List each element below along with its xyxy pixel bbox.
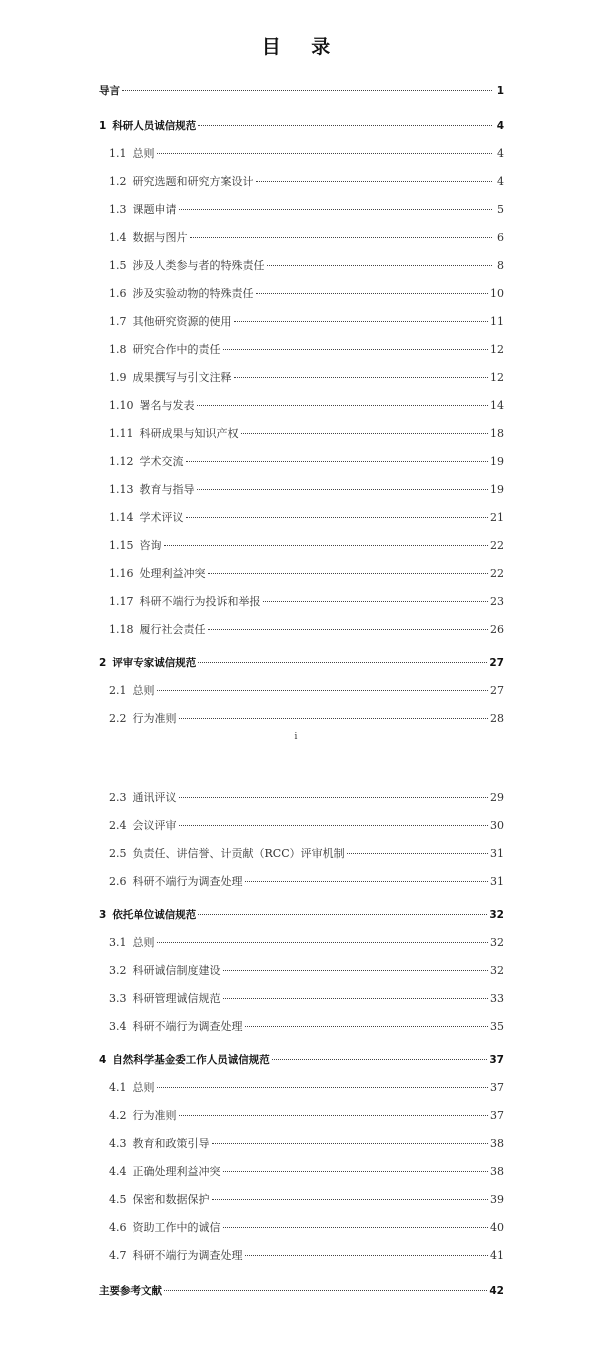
toc-entry-number: 2.5	[109, 847, 127, 860]
toc-entry-page: 22	[490, 567, 504, 580]
toc-entry[interactable]	[109, 1221, 504, 1235]
toc-entry-label: 总则	[132, 1081, 155, 1094]
toc-entry[interactable]	[109, 1249, 504, 1263]
toc-entry-page: 1	[496, 85, 504, 97]
toc-entry-page: 27	[490, 684, 504, 697]
toc-entry-number: 2.2	[109, 712, 127, 725]
toc-entry-number: 4.6	[109, 1221, 127, 1234]
toc-dot-leader	[267, 265, 493, 266]
toc-entry-number: 4.5	[109, 1193, 127, 1206]
toc-dot-leader	[179, 797, 489, 798]
toc-entry-page: 31	[490, 875, 504, 888]
toc-entry[interactable]	[109, 1193, 504, 1207]
toc-entry-label: 咨询	[139, 539, 162, 552]
toc-entry[interactable]	[109, 1020, 504, 1034]
toc-entry[interactable]	[109, 371, 504, 385]
toc-entry-label: 导言	[99, 85, 120, 97]
toc-dot-leader	[263, 601, 489, 602]
toc-entry-number: 2.3	[109, 791, 127, 804]
toc-entry-label: 数据与图片	[132, 231, 188, 244]
toc-entry-number: 2.6	[109, 875, 127, 888]
toc-entry-page: 10	[490, 287, 504, 300]
toc-entry[interactable]	[109, 315, 504, 329]
toc-entry-number: 3.2	[109, 964, 127, 977]
toc-entry[interactable]	[109, 539, 504, 553]
toc-entry-label: 研究合作中的责任	[132, 343, 221, 356]
toc-entry-label: 依托单位诚信规范	[112, 909, 197, 921]
toc-entry-page: 26	[490, 623, 504, 636]
toc-entry-page: 30	[490, 819, 504, 832]
toc-entry[interactable]	[99, 908, 504, 922]
toc-entry-page: 32	[490, 964, 504, 977]
toc-entry[interactable]	[109, 712, 504, 726]
toc-entry[interactable]	[109, 231, 504, 245]
toc-entry-number: 4.2	[109, 1109, 127, 1122]
toc-entry-number: 1.16	[109, 567, 134, 580]
toc-dot-leader	[198, 914, 487, 915]
toc-dot-leader	[122, 90, 492, 91]
toc-entry-page: 6	[497, 231, 504, 244]
toc-entry-number: 4	[99, 1054, 107, 1066]
toc-entry-number: 3	[99, 909, 107, 921]
toc-entry[interactable]	[99, 1284, 504, 1298]
toc-dot-leader	[212, 1143, 489, 1144]
toc-entry[interactable]	[109, 147, 504, 161]
toc-dot-leader	[157, 1087, 489, 1088]
toc-entry-label: 正确处理利益冲突	[132, 1165, 221, 1178]
toc-dot-leader	[245, 1026, 489, 1027]
toc-entry-number: 1.12	[109, 455, 134, 468]
toc-entry-number: 1.11	[109, 427, 134, 440]
toc-entry-page: 18	[490, 427, 504, 440]
toc-dot-leader	[223, 1227, 489, 1228]
toc-dot-leader	[223, 970, 489, 971]
toc-entry-page: 32	[489, 909, 504, 921]
toc-dot-leader	[179, 1115, 489, 1116]
toc-entry-page: 4	[497, 147, 504, 160]
toc-entry[interactable]	[109, 203, 504, 217]
toc-entry-label: 资助工作中的诚信	[132, 1221, 221, 1234]
toc-entry-page: 4	[496, 120, 504, 132]
toc-entry[interactable]	[109, 455, 504, 469]
toc-entry-number: 2.4	[109, 819, 127, 832]
toc-entry[interactable]	[109, 1137, 504, 1151]
toc-entry-number: 1.2	[109, 175, 127, 188]
toc-entry-page: 23	[490, 595, 504, 608]
toc-dot-leader	[245, 1255, 489, 1256]
toc-entry-number: 4.4	[109, 1165, 127, 1178]
toc-entry-label: 总则	[132, 936, 155, 949]
toc-entry[interactable]	[99, 1053, 504, 1067]
toc-entry-label: 涉及人类参与者的特殊责任	[132, 259, 265, 272]
toc-entry-page: 40	[490, 1221, 504, 1234]
toc-entry-page: 8	[497, 259, 504, 272]
toc-entry[interactable]	[109, 259, 504, 273]
toc-entry[interactable]	[109, 567, 504, 581]
toc-entry-number: 1.17	[109, 595, 134, 608]
toc-dot-leader	[241, 433, 489, 434]
toc-entry-number: 2	[99, 657, 107, 669]
toc-entry-label: 涉及实验动物的特殊责任	[132, 287, 254, 300]
toc-entry-label: 科研不端行为投诉和举报	[139, 595, 261, 608]
toc-entry[interactable]	[99, 656, 504, 670]
toc-dot-leader	[157, 153, 493, 154]
toc-entry-label: 学术交流	[139, 455, 184, 468]
toc-entry-number: 1.1	[109, 147, 127, 160]
toc-entry[interactable]	[109, 964, 504, 978]
toc-entry-number: 4.1	[109, 1081, 127, 1094]
toc-entry-number: 1.5	[109, 259, 127, 272]
toc-dot-leader	[179, 209, 493, 210]
toc-dot-leader	[157, 690, 489, 691]
toc-entry-label: 科研诚信制度建设	[132, 964, 221, 977]
toc-entry-number: 2.1	[109, 684, 127, 697]
toc-entry[interactable]	[109, 875, 504, 889]
toc-entry-label: 总则	[132, 147, 155, 160]
toc-entry[interactable]	[109, 175, 504, 189]
toc-entry-label: 保密和数据保护	[132, 1193, 210, 1206]
toc-dot-leader	[186, 461, 489, 462]
toc-entry-label: 成果撰写与引文注释	[132, 371, 232, 384]
toc-entry-number: 1.6	[109, 287, 127, 300]
toc-entry-page: 42	[489, 1285, 504, 1297]
toc-entry-number: 1.4	[109, 231, 127, 244]
toc-entry-page: 38	[490, 1165, 504, 1178]
toc-dot-leader	[234, 377, 489, 378]
toc-dot-leader	[179, 718, 489, 719]
toc-entry-page: 33	[490, 992, 504, 1005]
toc-entry-page: 32	[490, 936, 504, 949]
toc-dot-leader	[234, 321, 489, 322]
toc-entry[interactable]	[109, 511, 504, 525]
toc-entry-page: 11	[490, 315, 504, 328]
toc-entry-label: 其他研究资源的使用	[132, 315, 232, 328]
toc-dot-leader	[256, 293, 489, 294]
toc-entry-label: 研究选题和研究方案设计	[132, 175, 254, 188]
toc-entry-label: 主要参考文献	[99, 1285, 162, 1297]
toc-entry-page: 22	[490, 539, 504, 552]
toc-entry-label: 处理利益冲突	[139, 567, 206, 580]
toc-entry-label: 科研不端行为调查处理	[132, 1020, 243, 1033]
toc-entry[interactable]	[109, 343, 504, 357]
toc-entry-label: 科研管理诚信规范	[132, 992, 221, 1005]
toc-entry[interactable]	[109, 819, 504, 833]
toc-entry-label: 学术评议	[139, 511, 184, 524]
toc-entry-number: 4.7	[109, 1249, 127, 1262]
toc-entry-label: 自然科学基金委工作人员诚信规范	[112, 1054, 270, 1066]
toc-entry-page: 27	[489, 657, 504, 669]
toc-entry-number: 3.4	[109, 1020, 127, 1033]
toc-entry-label: 行为准则	[132, 712, 177, 725]
toc-entry[interactable]	[109, 287, 504, 301]
toc-entry[interactable]	[109, 427, 504, 441]
toc-entry-label: 会议评审	[132, 819, 177, 832]
toc-entry[interactable]	[109, 1081, 504, 1095]
toc-entry-number: 1	[99, 120, 107, 132]
toc-entry-page: 39	[490, 1193, 504, 1206]
toc-entry-label: 行为准则	[132, 1109, 177, 1122]
toc-entry-page: 38	[490, 1137, 504, 1150]
toc-entry-number: 1.7	[109, 315, 127, 328]
toc-dot-leader	[245, 881, 489, 882]
toc-entry-number: 1.18	[109, 623, 134, 636]
toc-entry-number: 1.9	[109, 371, 127, 384]
toc-entry[interactable]	[99, 84, 504, 98]
toc-dot-leader	[197, 489, 489, 490]
toc-entry[interactable]	[109, 847, 504, 861]
toc-entry-page: 41	[490, 1249, 504, 1262]
page-number-marker: i	[294, 732, 298, 742]
toc-entry-label: 署名与发表	[139, 399, 195, 412]
toc-entry-label: 科研不端行为调查处理	[132, 1249, 243, 1262]
toc-dot-leader	[157, 942, 489, 943]
toc-entry-label: 总则	[132, 684, 155, 697]
toc-entry-number: 1.8	[109, 343, 127, 356]
toc-dot-leader	[212, 1199, 489, 1200]
toc-entry-page: 21	[490, 511, 504, 524]
toc-entry-number: 1.14	[109, 511, 134, 524]
toc-entry-page: 12	[490, 343, 504, 356]
toc-entry-number: 1.10	[109, 399, 134, 412]
toc-dot-leader	[208, 573, 489, 574]
toc-entry-label: 课题申请	[132, 203, 177, 216]
toc-entry-label: 负责任、讲信誉、计贡献（RCC）评审机制	[132, 847, 345, 860]
toc-entry-label: 教育和政策引导	[132, 1137, 210, 1150]
toc-dot-leader	[256, 181, 493, 182]
toc-entry[interactable]	[109, 791, 504, 805]
toc-entry-page: 28	[490, 712, 504, 725]
toc-dot-leader	[223, 998, 489, 999]
toc-entry-label: 通讯评议	[132, 791, 177, 804]
toc-entry-label: 履行社会责任	[139, 623, 206, 636]
toc-dot-leader	[272, 1059, 488, 1060]
toc-entry-page: 19	[490, 483, 504, 496]
toc-dot-leader	[164, 1290, 487, 1291]
toc-entry[interactable]	[109, 623, 504, 637]
toc-entry-page: 4	[497, 175, 504, 188]
toc-title: 目 录	[261, 36, 343, 58]
toc-dot-leader	[190, 237, 493, 238]
toc-dot-leader	[197, 405, 489, 406]
toc-entry[interactable]	[109, 1165, 504, 1179]
toc-entry-label: 教育与指导	[139, 483, 195, 496]
toc-dot-leader	[198, 662, 487, 663]
toc-entry[interactable]	[109, 936, 504, 950]
toc-dot-leader	[208, 629, 489, 630]
toc-entry-page: 35	[490, 1020, 504, 1033]
toc-entry-number: 3.3	[109, 992, 127, 1005]
toc-dot-leader	[223, 1171, 489, 1172]
toc-entry-label: 评审专家诚信规范	[112, 657, 197, 669]
toc-entry[interactable]	[99, 119, 504, 133]
toc-entry-page: 19	[490, 455, 504, 468]
toc-entry-page: 12	[490, 371, 504, 384]
toc-dot-leader	[198, 125, 492, 126]
toc-entry-page: 37	[489, 1054, 504, 1066]
toc-entry-page: 29	[490, 791, 504, 804]
toc-entry[interactable]	[109, 1109, 504, 1123]
toc-entry[interactable]	[109, 684, 504, 698]
toc-entry-page: 37	[490, 1081, 504, 1094]
toc-entry-page: 14	[490, 399, 504, 412]
toc-entry-number: 3.1	[109, 936, 127, 949]
toc-entry-number: 1.15	[109, 539, 134, 552]
toc-entry[interactable]	[109, 595, 504, 609]
toc-dot-leader	[164, 545, 489, 546]
toc-entry-label: 科研成果与知识产权	[139, 427, 239, 440]
toc-dot-leader	[223, 349, 489, 350]
toc-entry-page: 31	[490, 847, 504, 860]
toc-entry-label: 科研不端行为调查处理	[132, 875, 243, 888]
toc-entry-number: 4.3	[109, 1137, 127, 1150]
toc-entry[interactable]	[109, 483, 504, 497]
toc-dot-leader	[186, 517, 489, 518]
toc-dot-leader	[179, 825, 489, 826]
toc-entry[interactable]	[109, 399, 504, 413]
toc-entry-number: 1.3	[109, 203, 127, 216]
toc-dot-leader	[347, 853, 488, 854]
toc-entry-page: 5	[497, 203, 504, 216]
toc-entry-label: 科研人员诚信规范	[112, 120, 197, 132]
toc-entry[interactable]	[109, 992, 504, 1006]
toc-entry-page: 37	[490, 1109, 504, 1122]
toc-entry-number: 1.13	[109, 483, 134, 496]
